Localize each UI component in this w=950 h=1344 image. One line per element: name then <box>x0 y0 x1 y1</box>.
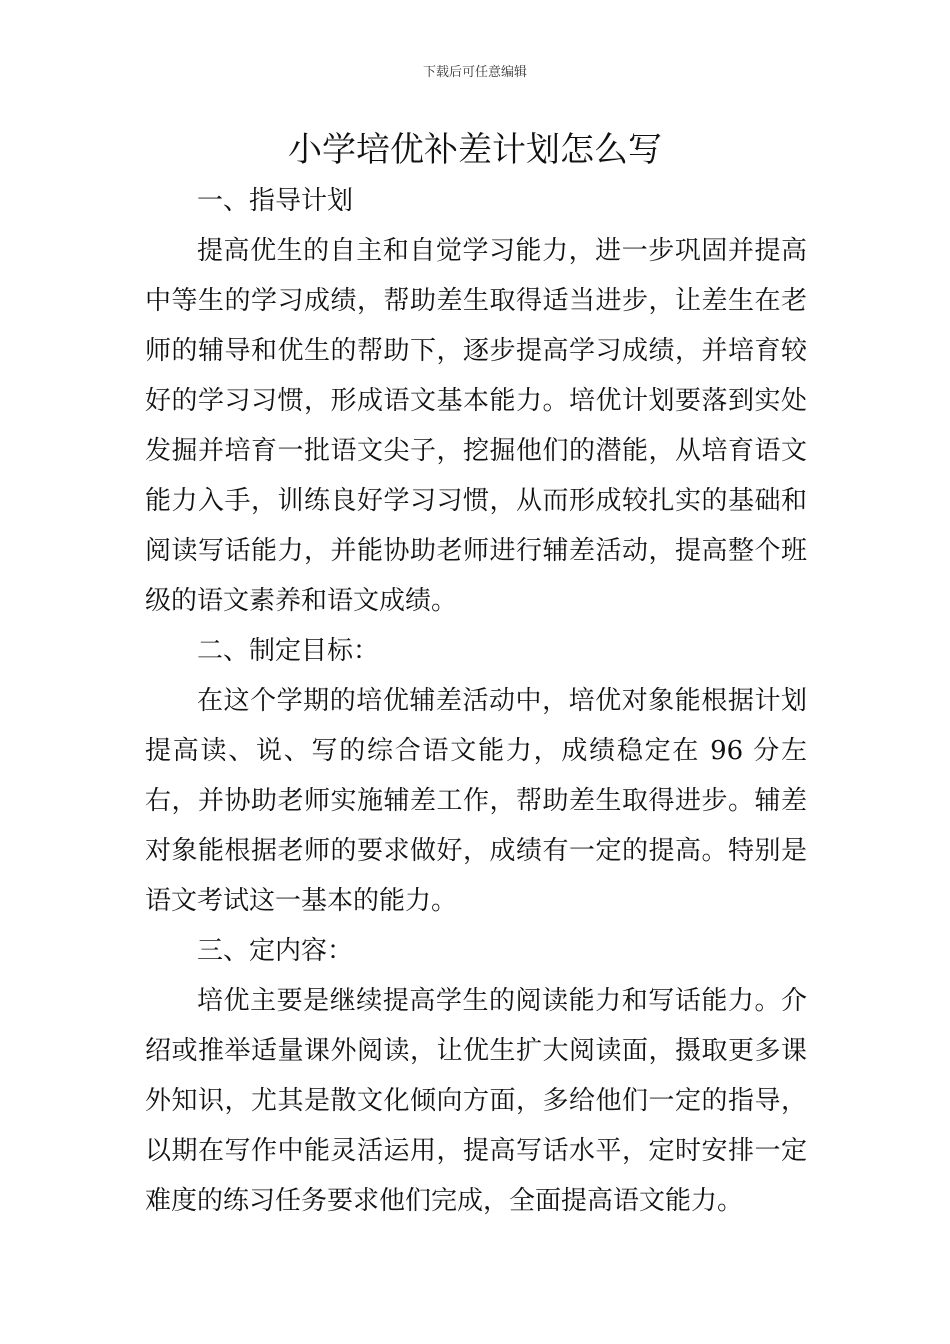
document-title: 小学培优补差计划怎么写 <box>288 130 662 170</box>
section-heading-content: 三、定内容： <box>197 936 354 966</box>
document-body <box>145 176 807 1226</box>
section-paragraph-goals: 在这个学期的培优辅差活动中，培优对象能根据计划提高读、说、写的综合语文能力，成绩稳定在 96 分左右，并协助老师实施辅差工作，帮助差生取得进步。辅差对象能根据老师的要求做好，成绩有一定的提高。特别是语文考试这一基本的能力。 <box>145 686 807 916</box>
header-note: 下载后可任意编辑 <box>422 65 527 80</box>
section-paragraph-guidance: 提高优生的自主和自觉学习能力，进一步巩固并提高中等生的学习成绩，帮助差生取得适当进步，让差生在老师的辅导和优生的帮助下，逐步提高学习成绩，并培育较好的学习习惯，形成语文基本能力。培优计划要落到实处发掘并培育一批语文尖子，挖掘他们的潜能，从培育语文能力入手，训练良好学习习惯，从而形成较扎实的基础和阅读写话能力，并能协助老师进行辅差活动，提高整个班级的语文素养和语文成绩。 <box>145 236 807 616</box>
section-paragraph-content: 培优主要是继续提高学生的阅读能力和写话能力。介绍或推举适量课外阅读，让优生扩大阅读面，摄取更多课外知识，尤其是散文化倾向方面，多给他们一定的指导，以期在写作中能灵活运用，提高写话水平，定时安排一定难度的练习任务要求他们完成，全面提高语文能力。 <box>145 986 807 1216</box>
section-heading-guidance: 一、指导计划 <box>197 186 354 216</box>
section-heading-goals: 二、制定目标： <box>197 636 380 666</box>
